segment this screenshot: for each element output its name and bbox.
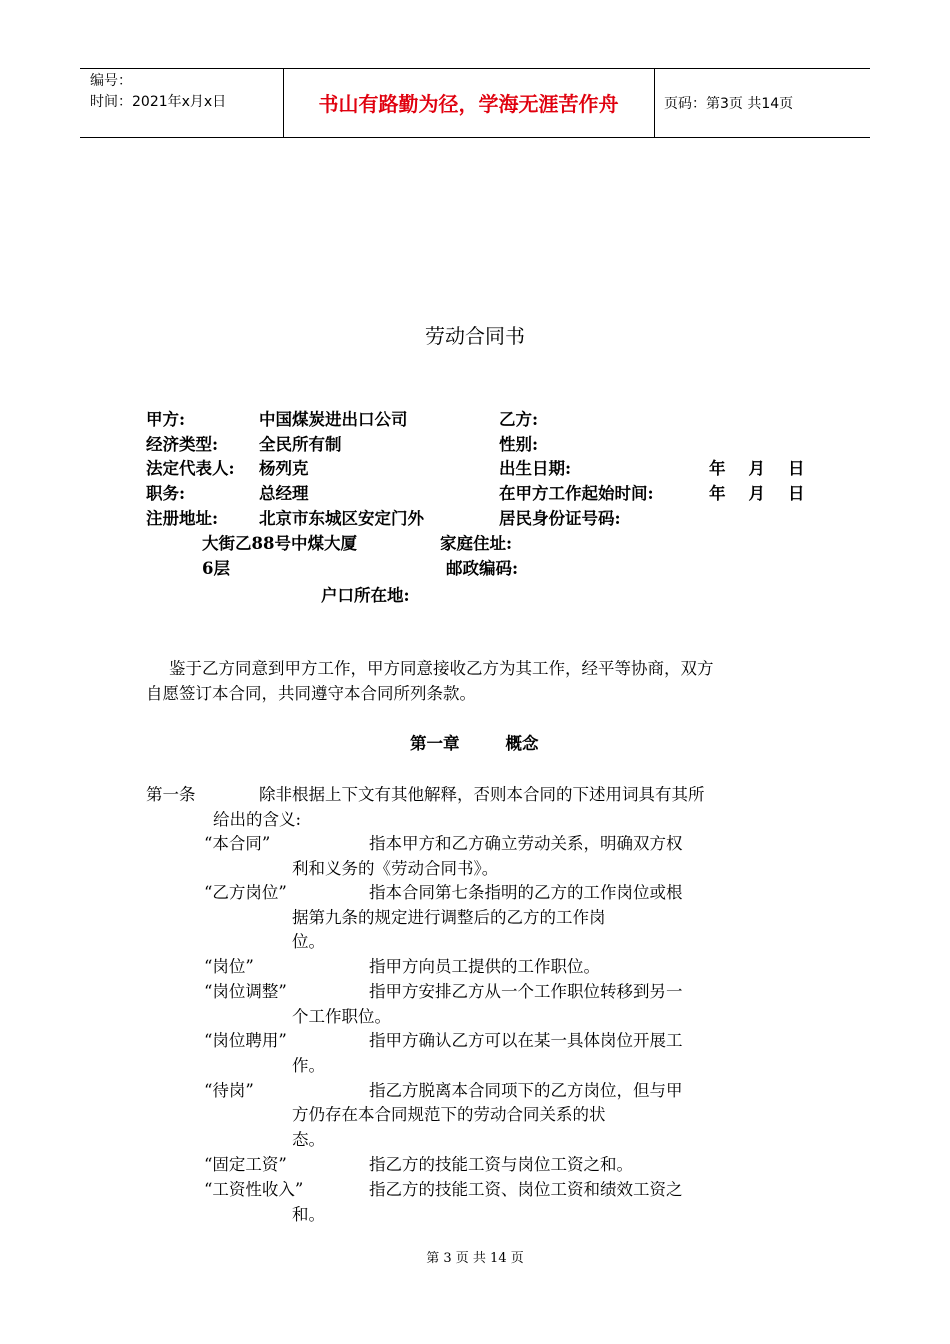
document-title: 劳动合同书 (425, 324, 525, 348)
definition-term: “固定工资” (204, 1155, 287, 1174)
party-a-label: 甲方: (146, 410, 186, 429)
hukou-label: 户口所在地: (321, 586, 410, 605)
doc-number-label: 编号： (90, 73, 132, 89)
definition-text: 指甲方安排乙方从一个工作职位转移到另一 (369, 982, 683, 1001)
definition-text: 和。 (292, 1205, 325, 1224)
page-footer: 第 3 页 共 14 页 (426, 1251, 524, 1266)
legal-rep-value: 杨列克 (259, 459, 309, 478)
article-1-line1: 除非根据上下文有其他解释，否则本合同的下述用词具有其所 (259, 785, 705, 804)
chapter-title: 第一章 概念 (410, 734, 539, 753)
definition-text: 指本合同第七条指明的乙方的工作岗位或根 (369, 883, 683, 902)
header-motto: 书山有路勤为径，学海无涯苦作舟 (318, 92, 619, 116)
definition-term: “待岗” (204, 1081, 254, 1100)
definition-text: 指甲方向员工提供的工作职位。 (369, 957, 600, 976)
definition-term: “本合同” (204, 834, 271, 853)
econ-type-value: 全民所有制 (259, 435, 342, 454)
definition-text: 指乙方脱离本合同项下的乙方岗位，但与甲 (369, 1081, 683, 1100)
definition-text: 态。 (292, 1130, 325, 1149)
start-time-label: 在甲方工作起始时间: (499, 484, 654, 503)
party-b-label: 乙方: (499, 410, 539, 429)
reg-address-line3: 6层 (202, 559, 230, 578)
legal-rep-label: 法定代表人: (146, 459, 235, 478)
definition-term: “乙方岗位” (204, 883, 287, 902)
reg-address-line1: 北京市东城区安定门外 (259, 509, 424, 528)
reg-address-line2: 大街乙88号中煤大厦 (202, 534, 357, 553)
header-meta (90, 71, 226, 113)
id-number-label: 居民身份证号码: (499, 509, 621, 528)
definition-term: “岗位调整” (204, 982, 287, 1001)
preamble-line2: 自愿签订本合同，共同遵守本合同所列条款。 (146, 684, 476, 703)
doc-time-label: 时间：2021年x月x日 (90, 94, 227, 110)
birth-date-blank: 年 月 日 (709, 459, 805, 478)
header-page-label: 页码：第3页 共14页 (664, 96, 794, 112)
definition-text: 指甲方确认乙方可以在某一具体岗位开展工 (369, 1031, 683, 1050)
birth-date-label: 出生日期: (499, 459, 572, 478)
definition-text: 据第九条的规定进行调整后的乙方的工作岗 (292, 908, 606, 927)
article-1-label: 第一条 (146, 785, 196, 804)
definition-text: 指乙方的技能工资与岗位工资之和。 (369, 1155, 633, 1174)
preamble-line1: 鉴于乙方同意到甲方工作，甲方同意接收乙方为其工作，经平等协商，双方 (169, 659, 714, 678)
definition-text: 利和义务的《劳动合同书》。 (292, 859, 499, 878)
gender-label: 性别: (499, 435, 539, 454)
definition-text: 个工作职位。 (292, 1007, 391, 1026)
position-label: 职务: (146, 484, 186, 503)
party-a-value: 中国煤炭进出口公司 (259, 410, 408, 429)
definition-text: 作。 (292, 1056, 325, 1075)
definition-term: “岗位聘用” (204, 1031, 287, 1050)
home-address-label: 家庭住址: (440, 534, 513, 553)
header-divider (654, 69, 655, 137)
econ-type-label: 经济类型: (146, 435, 219, 454)
page-header (80, 68, 870, 138)
definition-term: “工资性收入” (204, 1180, 304, 1199)
definition-text: 指乙方的技能工资、岗位工资和绩效工资之 (369, 1180, 683, 1199)
postcode-label: 邮政编码: (446, 559, 519, 578)
definition-text: 方仍存在本合同规范下的劳动合同关系的状 (292, 1105, 606, 1124)
article-1-line2: 给出的含义: (213, 810, 302, 829)
reg-address-label: 注册地址: (146, 509, 219, 528)
start-time-blank: 年 月 日 (709, 484, 805, 503)
definition-term: “岗位” (204, 957, 254, 976)
position-value: 总经理 (259, 484, 309, 503)
definition-text: 位。 (292, 932, 325, 951)
definition-text: 指本甲方和乙方确立劳动关系，明确双方权 (369, 834, 683, 853)
